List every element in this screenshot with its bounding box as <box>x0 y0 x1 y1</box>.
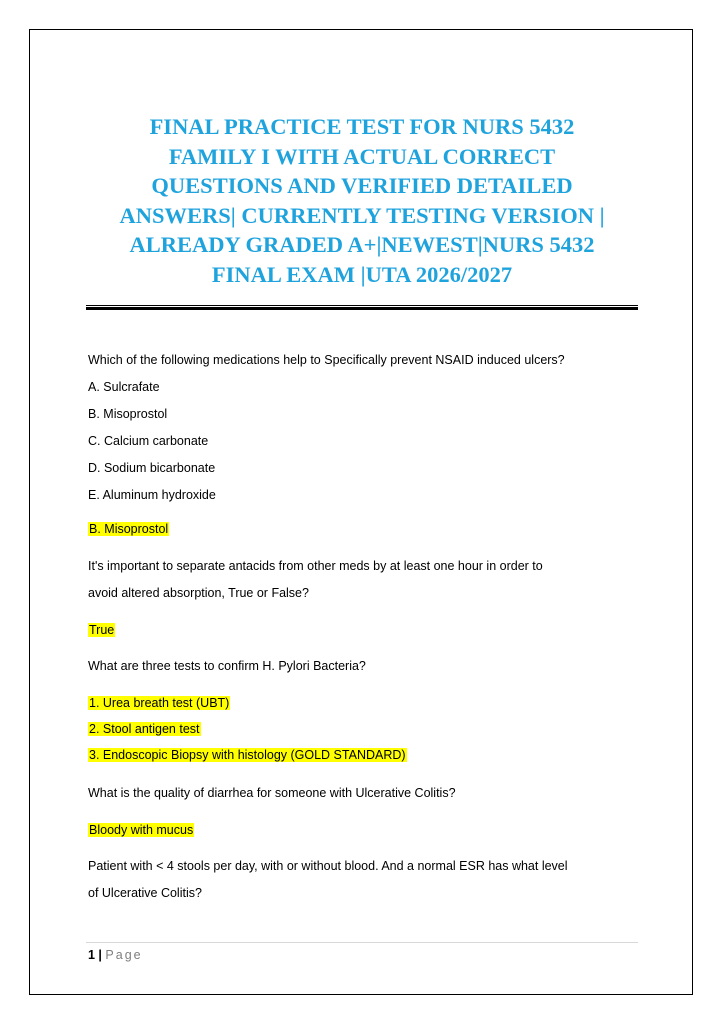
title-line-4: ANSWERS| CURRENTLY TESTING VERSION | <box>119 202 605 228</box>
document-title <box>60 112 664 289</box>
title-line-3: QUESTIONS AND VERIFIED DETAILED <box>151 173 573 198</box>
title-line-1: FINAL PRACTICE TEST FOR NURS 5432 <box>149 114 575 139</box>
q1-option-e: E. Aluminum hydroxide <box>88 488 216 502</box>
title-line-6: FINAL EXAM |UTA 2026/2027 <box>211 261 513 287</box>
q1-option-b: B. Misoprostol <box>88 407 168 421</box>
title-divider-thin <box>86 305 638 306</box>
q4-answer: Bloody with mucus <box>89 823 194 837</box>
q1-answer: B. Misoprostol <box>89 522 169 536</box>
q1-option-c: C. Calcium carbonate <box>88 434 209 448</box>
page-footer <box>88 947 143 963</box>
q3-answer-1: 1. Urea breath test (UBT) <box>89 696 230 710</box>
title-line-2: FAMILY I WITH ACTUAL CORRECT <box>168 143 556 169</box>
q3-answer-3: 3. Endoscopic Biopsy with histology (GOLD STANDARD) <box>89 748 406 762</box>
page-label: Page <box>105 948 143 962</box>
title-divider-thick <box>86 307 638 310</box>
question-2-line-1: It's important to separate antacids from other meds by at least one hour in order to <box>88 559 543 573</box>
q3-answer-2: 2. Stool antigen test <box>89 722 200 736</box>
footer-divider <box>86 942 638 943</box>
q2-answer: True <box>89 623 115 637</box>
question-3: What are three tests to confirm H. Pylori Bacteria? <box>88 659 366 673</box>
q1-option-d: D. Sodium bicarbonate <box>88 461 216 475</box>
question-2-line-2: avoid altered absorption, True or False? <box>88 586 309 600</box>
question-5-line-1: Patient with < 4 stools per day, with or without blood. And a normal ESR has what level <box>88 859 568 873</box>
question-4: What is the quality of diarrhea for someone with Ulcerative Colitis? <box>88 786 456 800</box>
title-line-5: ALREADY GRADED A+|NEWEST|NURS 5432 <box>129 232 595 257</box>
question-5-line-2: of Ulcerative Colitis? <box>88 886 202 900</box>
page-number: 1 <box>88 948 95 962</box>
page-separator: | <box>94 948 106 962</box>
question-1: Which of the following medications help to Specifically prevent NSAID induced ulcers? <box>88 353 565 367</box>
q1-option-a: A. Sulcrafate <box>88 380 160 394</box>
